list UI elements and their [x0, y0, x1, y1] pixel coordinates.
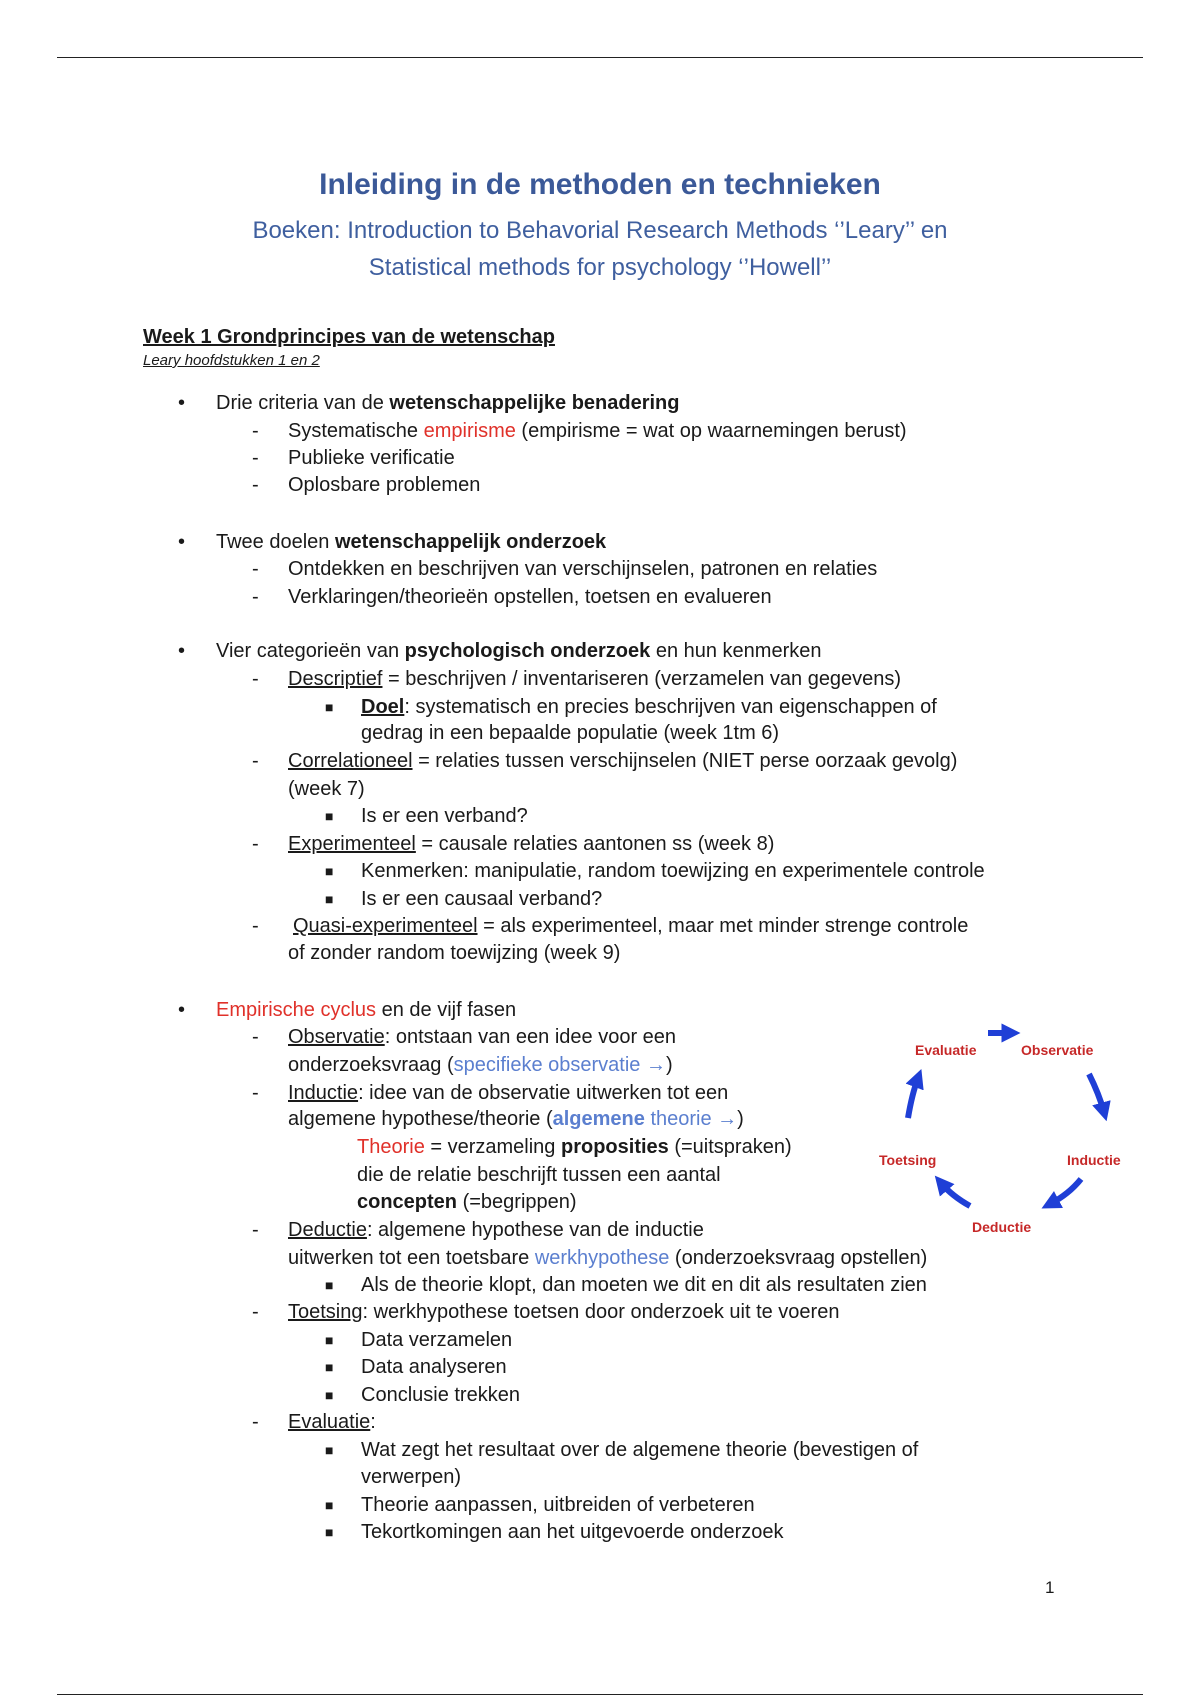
criteria-intro: Drie criteria van de wetenschappelijke benadering — [216, 392, 680, 414]
criteria-item-3: Oplosbare problemen — [288, 474, 481, 496]
bullet-dash: - — [252, 1082, 259, 1104]
bullet-dash: - — [252, 586, 259, 608]
week-heading: Week 1 Grondprincipes van de wetenschap — [143, 326, 555, 348]
bullet-dash: - — [252, 558, 259, 580]
theorie-definition-cont-2: concepten (=begrippen) — [357, 1191, 577, 1213]
toetsing-sub-3: Conclusie trekken — [361, 1384, 520, 1406]
inductie-item-cont: algemene hypothese/theorie (algemene theorie →) — [288, 1108, 744, 1130]
cycle-intro: Empirische cyclus en de vijf fasen — [216, 999, 517, 1021]
arrow-deductie-to-toetsing — [941, 1183, 970, 1206]
bullet-round: • — [178, 531, 186, 553]
correlationeel-item-cont: (week 7) — [288, 778, 365, 800]
experimenteel-item: Experimenteel = causale relaties aantonen ss (week 8) — [288, 833, 775, 855]
page-number: 1 — [1045, 1578, 1055, 1597]
doel-item: Doel: systematisch en precies beschrijven van eigenschappen of — [361, 696, 937, 718]
bottom-rule — [57, 1694, 1143, 1695]
toetsing-sub-2: Data analyseren — [361, 1356, 507, 1378]
subtitle-line-2: Statistical methods for psychology ‘’Howell’’ — [368, 254, 832, 281]
bullet-square: ■ — [325, 1277, 334, 1293]
goals-intro: Twee doelen wetenschappelijk onderzoek — [216, 531, 607, 553]
page-subtitle — [0, 212, 1200, 286]
bullet-square: ■ — [325, 1387, 334, 1403]
experimenteel-sub-2: Is er een causaal verband? — [361, 888, 603, 910]
bullet-dash: - — [252, 1219, 259, 1241]
descriptief-item: Descriptief = beschrijven / inventariseren (verzamelen van gegevens) — [288, 668, 902, 690]
theorie-definition-cont: die de relatie beschrijft tussen een aantal — [357, 1164, 721, 1186]
top-rule — [57, 57, 1143, 58]
doel-item-cont: gedrag in een bepaalde populatie (week 1tm 6) — [361, 722, 780, 744]
inductie-item: Inductie: idee van de observatie uitwerken tot een — [288, 1082, 729, 1104]
bullet-square: ■ — [325, 808, 334, 824]
bullet-square: ■ — [325, 1359, 334, 1375]
observatie-item: Observatie: ontstaan van een idee voor een — [288, 1026, 677, 1048]
correlationeel-sub: Is er een verband? — [361, 805, 528, 827]
deductie-sub: Als de theorie klopt, dan moeten we dit en dit als resultaten zien — [361, 1274, 927, 1296]
bullet-dash: - — [252, 833, 259, 855]
bullet-dash: - — [252, 474, 259, 496]
bullet-dash: - — [252, 668, 259, 690]
evaluatie-sub-2: Theorie aanpassen, uitbreiden of verbeteren — [361, 1494, 755, 1516]
subtitle-line-1: Boeken: Introduction to Behavorial Research Methods ‘’Leary’’ en — [252, 217, 948, 244]
bullet-square: ■ — [325, 1442, 334, 1458]
toetsing-sub-1: Data verzamelen — [361, 1329, 513, 1351]
diagram-label-observatie: Observatie — [1021, 1042, 1094, 1058]
bullet-square: ■ — [325, 699, 334, 715]
diagram-label-evaluatie: Evaluatie — [915, 1042, 977, 1058]
criteria-item-2: Publieke verificatie — [288, 447, 455, 469]
categories-intro: Vier categorieën van psychologisch onderzoek en hun kenmerken — [216, 640, 822, 662]
bullet-round: • — [178, 640, 186, 662]
diagram-label-inductie: Inductie — [1067, 1152, 1121, 1168]
bullet-square: ■ — [325, 863, 334, 879]
evaluatie-item: Evaluatie: — [288, 1411, 376, 1433]
week-subheading: Leary hoofdstukken 1 en 2 — [143, 352, 320, 369]
bullet-square: ■ — [325, 1332, 334, 1348]
bullet-dash: - — [252, 1301, 259, 1323]
evaluatie-sub-1-cont: verwerpen) — [361, 1466, 462, 1488]
evaluatie-sub-3: Tekortkomingen aan het uitgevoerde onderzoek — [361, 1521, 784, 1543]
bullet-round: • — [178, 999, 186, 1021]
arrow-observatie-to-inductie — [1089, 1074, 1104, 1112]
deductie-item-cont: uitwerken tot een toetsbare werkhypothese (onderzoeksvraag opstellen) — [288, 1247, 928, 1269]
empirical-cycle-diagram — [868, 1008, 1138, 1238]
diagram-label-toetsing: Toetsing — [879, 1152, 937, 1168]
bullet-square: ■ — [325, 891, 334, 907]
bullet-dash: - — [252, 1026, 259, 1048]
goals-item-1: Ontdekken en beschrijven van verschijnselen, patronen en relaties — [288, 558, 878, 580]
arrow-inductie-to-deductie — [1050, 1179, 1081, 1204]
arrow-toetsing-to-evaluatie — [908, 1078, 918, 1118]
bullet-dash: - — [252, 1411, 259, 1433]
page-title: Inleiding in de methoden en technieken — [319, 168, 881, 201]
bullet-dash: - — [252, 420, 259, 442]
theorie-definition: Theorie = verzameling proposities (=uitspraken) — [357, 1136, 792, 1158]
bullet-dash: - — [252, 447, 259, 469]
bullet-dash: - — [252, 915, 259, 937]
goals-item-2: Verklaringen/theorieën opstellen, toetsen en evalueren — [288, 586, 772, 608]
deductie-item: Deductie: algemene hypothese van de inductie — [288, 1219, 704, 1241]
experimenteel-sub-1: Kenmerken: manipulatie, random toewijzing en experimentele controle — [361, 860, 985, 882]
quasi-item: Quasi-experimenteel = als experimenteel, maar met minder strenge controle — [293, 915, 969, 937]
toetsing-item: Toetsing: werkhypothese toetsen door onderzoek uit te voeren — [288, 1301, 840, 1323]
evaluatie-sub-1: Wat zegt het resultaat over de algemene theorie (bevestigen of — [361, 1439, 919, 1461]
observatie-item-cont: onderzoeksvraag (specifieke observatie →) — [288, 1054, 673, 1076]
bullet-round: • — [178, 392, 186, 414]
diagram-label-deductie: Deductie — [972, 1219, 1032, 1235]
correlationeel-item: Correlationeel = relaties tussen verschijnselen (NIET perse oorzaak gevolg) — [288, 750, 958, 772]
bullet-dash: - — [252, 750, 259, 772]
bullet-square: ■ — [325, 1497, 334, 1513]
bullet-square: ■ — [325, 1524, 334, 1540]
criteria-item-1: Systematische empirisme (empirisme = wat op waarnemingen berust) — [288, 420, 907, 442]
quasi-item-cont: of zonder random toewijzing (week 9) — [288, 942, 621, 964]
